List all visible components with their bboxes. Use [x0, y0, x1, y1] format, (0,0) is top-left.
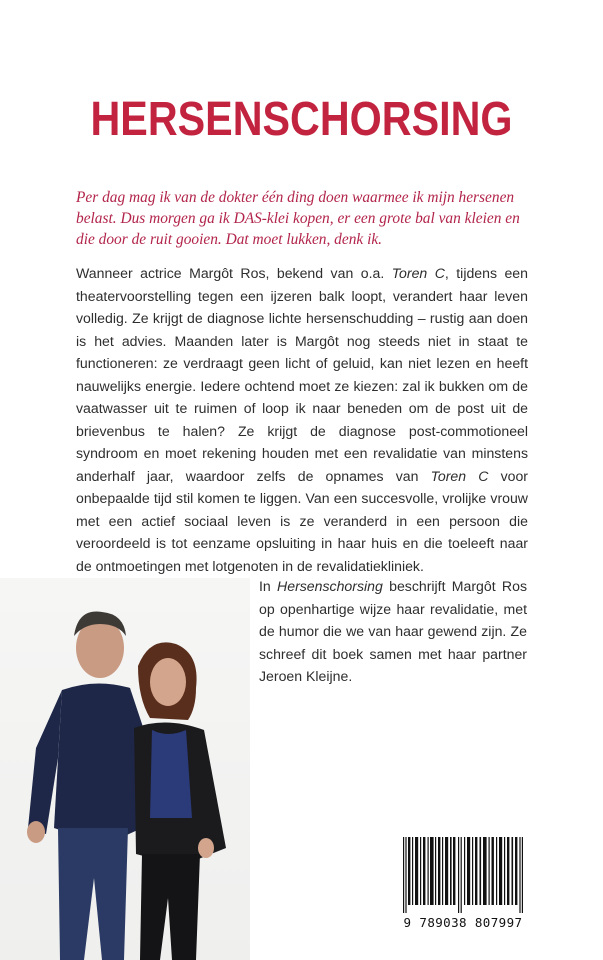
show-title: Toren C	[430, 467, 489, 484]
isbn-number: 9 789038 807997	[403, 915, 523, 930]
show-title: Toren C	[391, 265, 445, 281]
book-title: HERSENSCHORSING	[90, 93, 513, 146]
blurb-paragraph: Wanneer actrice Margôt Ros, bekend van o.a. Toren C, tijdens een theatervoorstelling tegen een ijzeren balk loopt, verandert haar leven volledig. Ze krijgt de diagnose lichte hersenschudding – rustig aan doen is het advies. Maanden later is Margôt nog steeds niet in staat te functioneren: ze verdraagt geen licht of geluid, kan niet lezen en heeft nauwelijks energie. Iedere ochtend moet ze kiezen: zal ik bukken om de vaatwasser uit te ruimen of loop ik naar beneden om de post uit de brievenbus te halen? Ze krijgt de diagnose post-commotioneel syndroom en moet rekening houden met een revalidatie van minstens anderhalf jaar, waardoor zelfs de opnames van Toren C voor onbepaalde tijd stil komen te liggen. Van een succesvolle, vrolijke vrouw met een actief sociaal leven is ze veranderd in een persoon die veroordeeld is tot eenzame opsluiting in haar huis en die toeleeft naar de ontmoetingen met lotgenoten in de revalidatiekliniek.	[76, 265, 528, 574]
book-title-inline: Hersenschorsing	[277, 578, 383, 594]
isbn-barcode	[399, 837, 527, 933]
author-photo	[0, 578, 250, 960]
man-figure	[27, 612, 150, 960]
author-paragraph: In Hersenschorsing beschrijft Margôt Ros op openhartige wijze haar revalidatie, met de humor die we van haar gewend zijn. Ze schreef dit boek samen met haar partner Jeroen Kleijne.	[259, 578, 527, 684]
barcode-bars	[403, 837, 523, 913]
cover-quote: Per dag mag ik van de dokter één ding doen waarmee ik mijn hersenen belast. Dus morgen ga ik DAS-klei kopen, er een grote bal van kleien en die door de ruit gooien. Dat moet lukken, denk ik.	[76, 189, 520, 248]
woman-figure	[134, 642, 226, 960]
